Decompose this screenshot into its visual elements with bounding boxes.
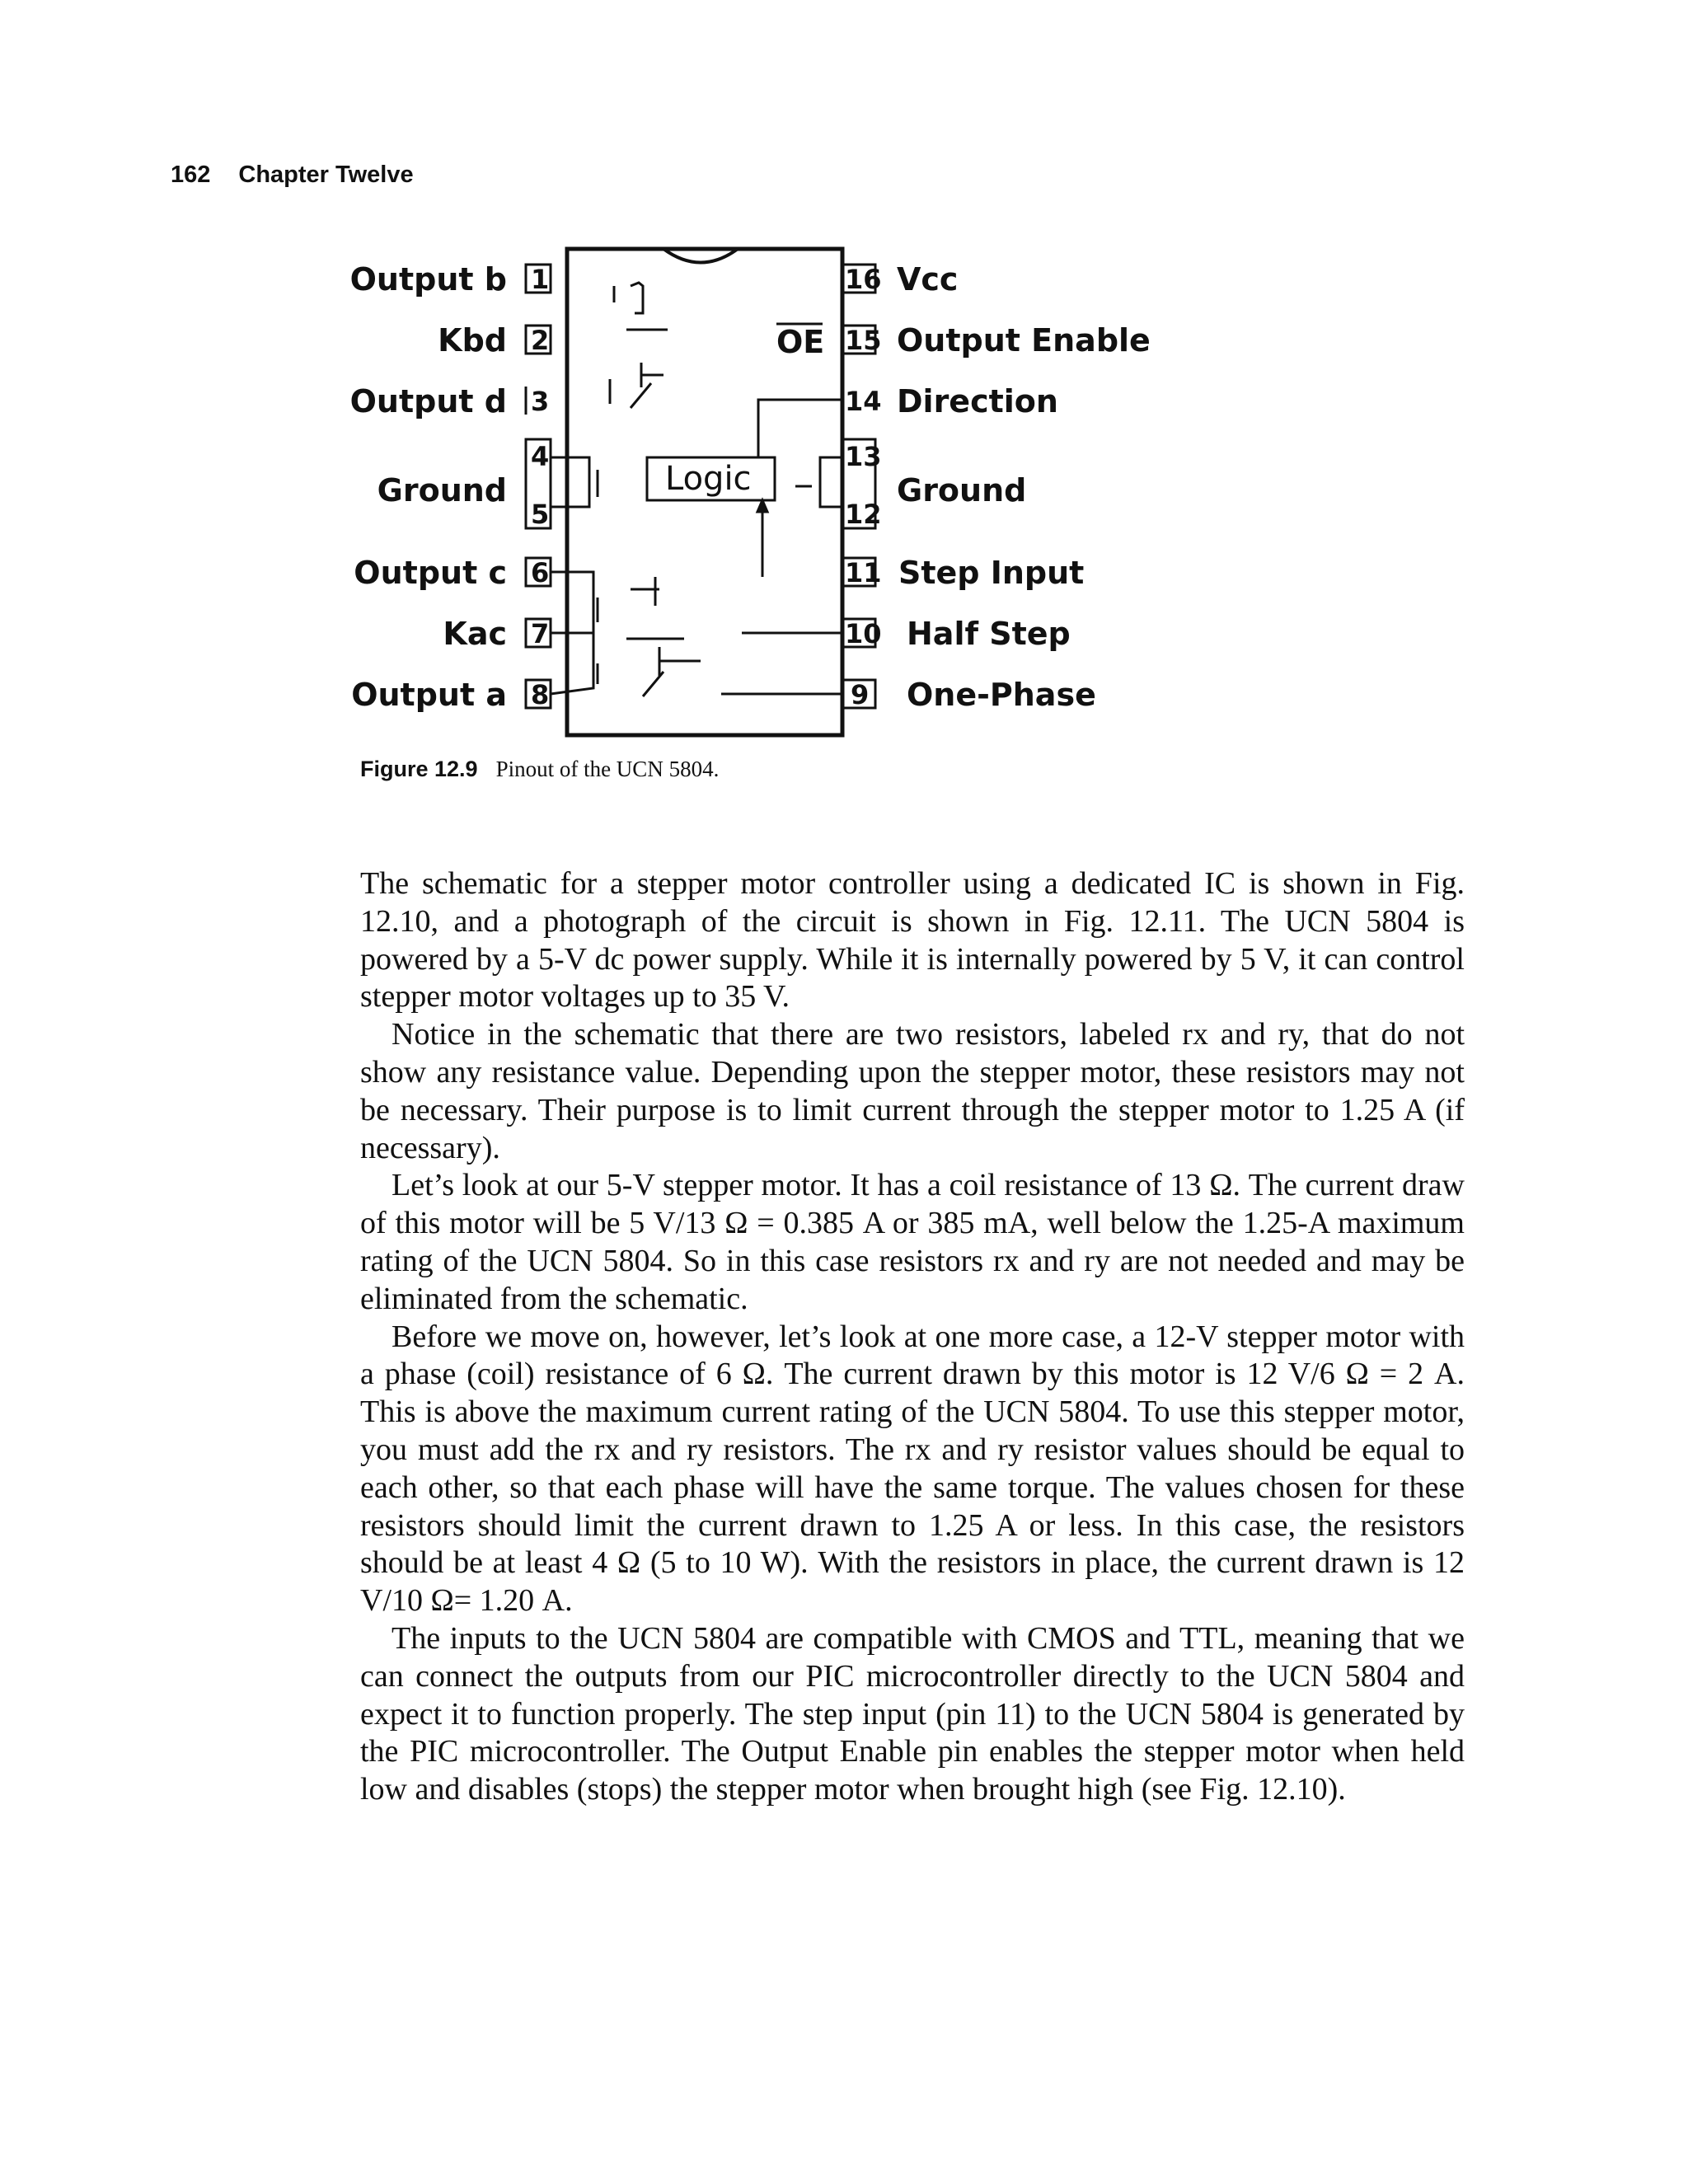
pin-label-9: One-Phase bbox=[907, 677, 1096, 713]
pin-number-9: 9 bbox=[851, 679, 870, 710]
paragraph-2: Notice in the schematic that there are two resistors, labeled rx and ry, that do not show any resistance value. Depending upon the stepper motor, these resistors may not be necessary. Their purpose is to limit current through the stepper motor to 1.25 A (if necessary). bbox=[360, 1017, 1465, 1165]
ucn5804-pinout-diagram bbox=[346, 235, 1187, 746]
pin-number-5: 5 bbox=[531, 499, 550, 530]
pin-label-11: Step Input bbox=[898, 555, 1085, 591]
pin-number-4: 4 bbox=[531, 441, 550, 472]
pin-number-15: 15 bbox=[845, 325, 882, 356]
pin-number-8: 8 bbox=[531, 679, 550, 710]
paragraph-1: The schematic for a stepper motor controller using a dedicated IC is shown in Fig. 12.10, and a photograph of the circuit is shown in Fig. 12.11. The UCN 5804 is powered by a 5-V dc power supply. While it is internally powered by 5 V, it can control stepper motor voltages up to 35 V. bbox=[360, 866, 1465, 1015]
pin-label-15: Output Enable bbox=[897, 322, 1151, 359]
pin-label-16: Vcc bbox=[897, 261, 959, 298]
figure-caption bbox=[360, 757, 719, 782]
running-head bbox=[171, 162, 414, 189]
pin-label-2: Kbd bbox=[438, 322, 507, 359]
logic-label: Logic bbox=[665, 460, 752, 498]
figure-caption-text: Pinout of the UCN 5804. bbox=[495, 757, 720, 781]
pin-number-12: 12 bbox=[845, 499, 882, 530]
pin-label-14: Direction bbox=[897, 383, 1058, 419]
pin-number-11: 11 bbox=[845, 557, 882, 588]
logic-input-arrow bbox=[757, 500, 767, 512]
body-text bbox=[360, 865, 1465, 1809]
left-ground-bracket bbox=[551, 457, 589, 507]
pin-number-2: 2 bbox=[531, 325, 550, 356]
pin-number-1: 1 bbox=[531, 264, 550, 295]
pin-label-10: Half Step bbox=[907, 616, 1071, 652]
paragraph-3: Let’s look at our 5-V stepper motor. It has a coil resistance of 13 Ω. The current draw of this motor will be 5 V/13 Ω = 0.385 A or 385 mA, well below the 1.25-A maximum rating of the UCN 5804. So in this case resistors rx and ry are not needed and may be eliminated from the schematic. bbox=[360, 1168, 1465, 1316]
pin-label-13: Ground bbox=[897, 472, 1027, 509]
figure-label: Figure 12.9 bbox=[360, 757, 478, 781]
pin-label-3: Output d bbox=[349, 383, 507, 419]
oe-label: OE bbox=[776, 324, 825, 360]
pin-number-13: 13 bbox=[845, 441, 882, 472]
pin-label-1: Output b bbox=[349, 261, 507, 298]
transistor-ab-collector bbox=[631, 283, 643, 313]
right-ground-bracket bbox=[820, 457, 842, 507]
pin-number-6: 6 bbox=[531, 557, 550, 588]
pin-label-4: Ground bbox=[377, 472, 507, 509]
pin-number-10: 10 bbox=[845, 618, 882, 649]
direction-trace bbox=[758, 400, 842, 457]
pin-number-16: 16 bbox=[845, 264, 882, 295]
page-number: 162 bbox=[171, 162, 211, 188]
pin-number-7: 7 bbox=[531, 618, 550, 649]
pin-label-6: Output c bbox=[354, 555, 507, 591]
chapter-title: Chapter Twelve bbox=[238, 162, 414, 188]
pin-number-3: 3 bbox=[531, 386, 550, 417]
pin-number-14: 14 bbox=[845, 386, 882, 417]
transistor-ca-diag bbox=[643, 672, 663, 696]
pin-label-8: Output a bbox=[351, 677, 507, 713]
paragraph-4: Before we move on, however, let’s look at one more case, a 12-V stepper motor with a phase (coil) resistance of 6 Ω. The current drawn by this motor is 12 V/6 Ω = 2 A. This is above the maximum current rating of the UCN 5804. To use this stepper motor, you must add the rx and ry resistors. The rx and ry resistor values should be equal to each other, so that each phase will have the same torque. The values chosen for these resistors should limit the current drawn to 1.25 A or less. In this case, the resistors should be at least 4 Ω (5 to 10 W). With the resistors in place, the current drawn is 12 V/10 Ω= 1.20 A. bbox=[360, 1319, 1465, 1619]
pin-label-7: Kac bbox=[443, 616, 507, 652]
paragraph-5: The inputs to the UCN 5804 are compatible with CMOS and TTL, meaning that we can connect the outputs from our PIC microcontroller directly to the UCN 5804 and expect it to function properly. The step input (pin 11) to the UCN 5804 is generated by the PIC microcontroller. The Output Enable pin enables the stepper motor when held low and disables (stops) the stepper motor when brought high (see Fig. 12.10). bbox=[360, 1620, 1465, 1807]
